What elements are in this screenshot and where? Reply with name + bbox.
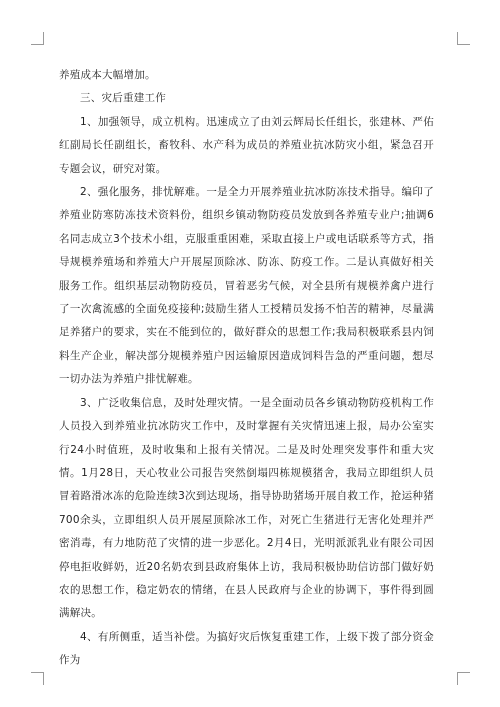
crop-mark-top-right	[457, 32, 470, 45]
paragraph-2: 2、强化服务，排忧解难。一是全力开展养殖业抗冰防冻技术指导。编印了养殖业防寒防冻技术资料份，组织乡镇动物防疫员发放到各养殖专业户;抽调6名同志成立3个技术小组，克服重重困难，采取直接上户或电话联系等方式，指导规模养殖场和养殖大户开展屋顶除冰、防冻、防疫工作。二是认真做好相关服务工作。组织基层动物防疫员，冒着恶劣气候，对全县所有规模养禽户进行了一次禽流感的全面免疫接种;鼓励生猪人工授精员发扬不怕苦的精神，尽量满足养猪户的要求，实在不能到位的，做好群众的思想工作;我局积极联系县内饲料生产企业，解决部分规模养殖户因运输原因造成饲料告急的严重问题，想尽一切办法为养殖户排忧解难。	[59, 186, 434, 386]
paragraph-3: 3、广泛收集信息，及时处理灾情。一是全面动员各乡镇动物防疫机构工作人员投入到养殖业抗冰防灾工作中，及时掌握有关灾情迅速上报，局办公室实行24小时值班，及时收集和上报有关情况。二是及时处理突发事件和重大灾情。1月28日，天心牧业公司报告突然倒塌四栋规模猪舍，我局立即组织人员冒着路滑冰冻的危险连续3次到达现场，指导协助猪场开展自救工作，抢运种猪700余头，立即组织人员开展屋顶除冰工作，对死亡生猪进行无害化处理并严密消毒，有力地防范了灾情的进一步恶化。2月4日，光明派派乳业有限公司因停电拒收鲜奶，近20名奶农到县政府集体上访，我局积极协助信访部门做好奶农的思想工作，稳定奶农的情绪，在县人民政府与企业的协调下，事件得到圆满解决。	[59, 396, 434, 620]
crop-mark-top-left	[31, 32, 44, 45]
section-heading: 三、灾后重建工作	[80, 92, 166, 105]
paragraph-1: 1、加强领导，成立机构。迅速成立了由刘云辉局长任组长，张建林、严佑红副局长任副组长，畜牧科、水产科为成员的养殖业抗冰防灾小组，紧急召开专题会议，研究对策。	[59, 115, 434, 175]
document-body	[59, 64, 434, 673]
crop-mark-bottom-right	[457, 672, 470, 685]
crop-mark-bottom-left	[31, 672, 44, 685]
paragraph-continuation: 养殖成本大幅增加。	[59, 69, 156, 81]
paragraph-4: 4、有所侧重，适当补偿。为搞好灾后恢复重建工作，上级下拨了部分资金作为	[59, 630, 434, 667]
